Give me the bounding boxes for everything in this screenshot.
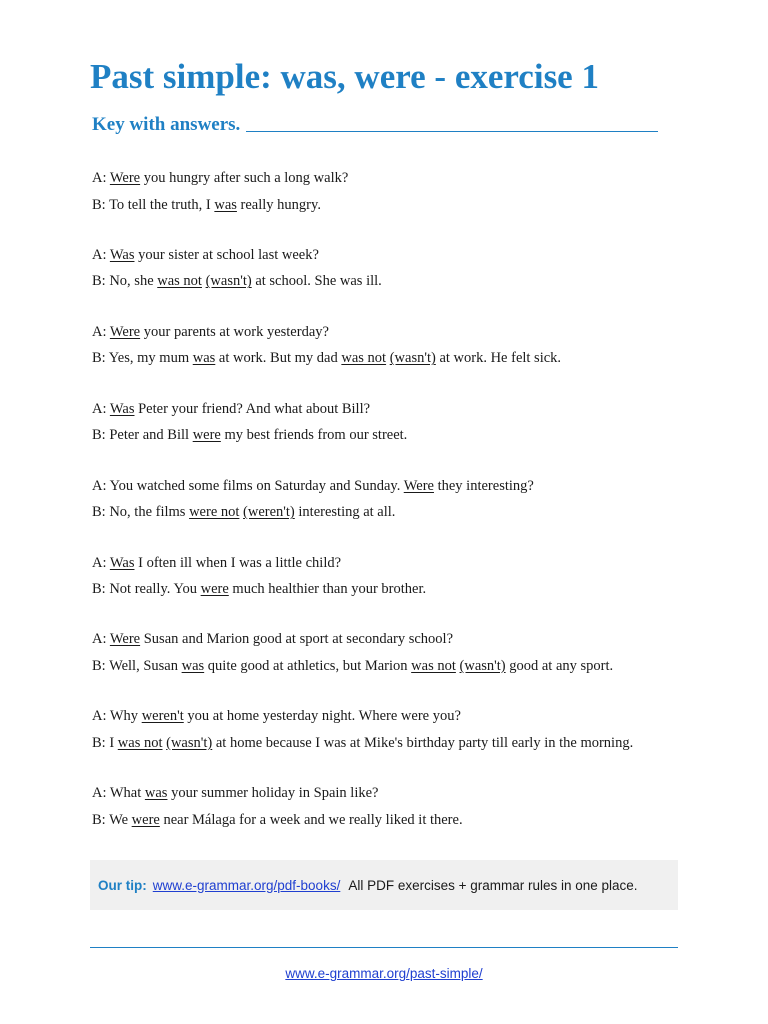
dialogue-text: A: [92,246,110,263]
answer-word: Were [109,170,141,186]
dialogue-text: my best friends from our street. [220,427,408,444]
answer-word: Were [109,323,141,340]
dialogue-text: your sister at school last week? [134,246,319,263]
dialogue-text: Susan and Marion good at sport at secondary school? [140,631,453,648]
answer-word: was [181,657,205,674]
answer-word: was [214,196,237,213]
answer-word: were [131,811,160,828]
tip-label: Our tip: [98,877,147,893]
answer-word: (wasn't) [166,734,213,751]
dialogue-line-b [92,811,463,829]
answer-word: Were [109,631,141,648]
answer-word: was [144,785,168,802]
answer-word: was not [341,350,387,367]
dialogue-text: really hungry. [236,196,321,213]
answer-word: was not [157,273,202,290]
dialogue-line-a [92,630,453,648]
dialogue-line-b [92,657,613,675]
dialogue-text: A: Why [92,708,142,725]
dialogue-text: quite good at athletics, but Marion [204,657,412,674]
dialogue-text: A: [92,554,110,571]
dialogue-text: A: [92,631,110,648]
dialogue-text: B: No, the films [92,504,190,521]
dialogue-text: they interesting? [433,477,534,494]
pdf-books-link[interactable]: www.e-grammar.org/pdf-books/ [152,877,341,893]
answer-word: Was [109,400,135,417]
answer-word: Were [403,477,434,494]
answer-word: (wasn't) [389,350,436,367]
dialogue-text: I often ill when I was a little child? [134,554,342,571]
answer-word: Was [109,246,135,263]
dialogue-text: near Málaga for a week and we really liked it there. [159,811,463,828]
dialogue-text: B: No, she [92,273,158,290]
dialogue-text: B: To tell the truth, I [92,196,215,213]
answer-word: were not [189,504,240,521]
dialogue-text: Peter your friend? And what about Bill? [134,400,371,417]
page-title: Past simple: was, were - exercise 1 [90,57,599,96]
dialogue-line-a [92,554,341,572]
dialogue-line-b [92,580,426,598]
tip-box [90,860,678,910]
subtitle-text: Key with answers. [92,114,241,135]
answer-word: Was [109,554,135,571]
dialogue-line-a [92,323,329,341]
dialogue-text: B: Yes, my mum [92,350,193,367]
answer-word: was not [117,734,163,751]
dialogue-text: B: Well, Susan [92,657,182,674]
dialogue-text: much healthier than your brother. [228,581,427,597]
dialogue-text: you hungry after such a long walk? [140,170,349,186]
dialogue-text: B: Not really. You [92,581,201,597]
answer-word: were [200,581,229,597]
answer-word: (weren't) [243,504,295,521]
dialogue-text: at work. He felt sick. [435,350,562,367]
footer-link[interactable]: www.e-grammar.org/past-simple/ [285,966,483,981]
answer-word: weren't [141,708,184,725]
dialogue-line-a [92,246,319,264]
dialogue-text: interesting at all. [294,504,396,521]
dialogue-line-b [92,734,633,752]
answer-word: (wasn't) [205,273,252,290]
dialogue-text: B: We [92,811,132,828]
answer-word: (wasn't) [459,657,506,674]
dialogue-line-b [92,272,382,290]
footer-divider [90,947,678,948]
dialogue-text: you at home yesterday night. Where were you? [183,708,461,725]
dialogue-line-a [92,707,461,725]
dialogue-line-b [92,349,561,367]
dialogue-text: A: [92,323,110,340]
page-subtitle [92,112,658,138]
dialogue-text: A: [92,170,110,186]
dialogue-text: at school. She was ill. [251,273,382,290]
dialogue-text: good at any sport. [505,657,614,674]
dialogue-text: A: [92,400,110,417]
dialogue-line-a [92,784,378,802]
dialogue-line-b [92,196,321,214]
dialogue-text: at home because I was at Mike's birthday party till early in the morning. [212,734,634,751]
dialogue-line-b [92,426,407,444]
dialogue-text: B: Peter and Bill [92,427,193,444]
dialogue-text: A: You watched some films on Saturday and Sunday. [92,477,404,494]
dialogue-line-a [92,400,370,418]
dialogue-text: B: I [92,734,118,751]
answer-word: was [192,350,216,367]
dialogue-line-b [92,503,395,521]
answer-word: was not [411,657,456,674]
dialogue-text: at work. But my dad [215,350,342,367]
dialogue-line-a [92,477,534,495]
tip-text: All PDF exercises + grammar rules in one place. [348,877,638,893]
dialogue-text: your parents at work yesterday? [140,323,329,340]
dialogue-text: A: What [92,785,145,802]
dialogue-text: your summer holiday in Spain like? [167,785,379,802]
subtitle-rule [246,131,658,132]
answer-word: were [192,427,221,444]
dialogue-line-a [92,169,348,187]
